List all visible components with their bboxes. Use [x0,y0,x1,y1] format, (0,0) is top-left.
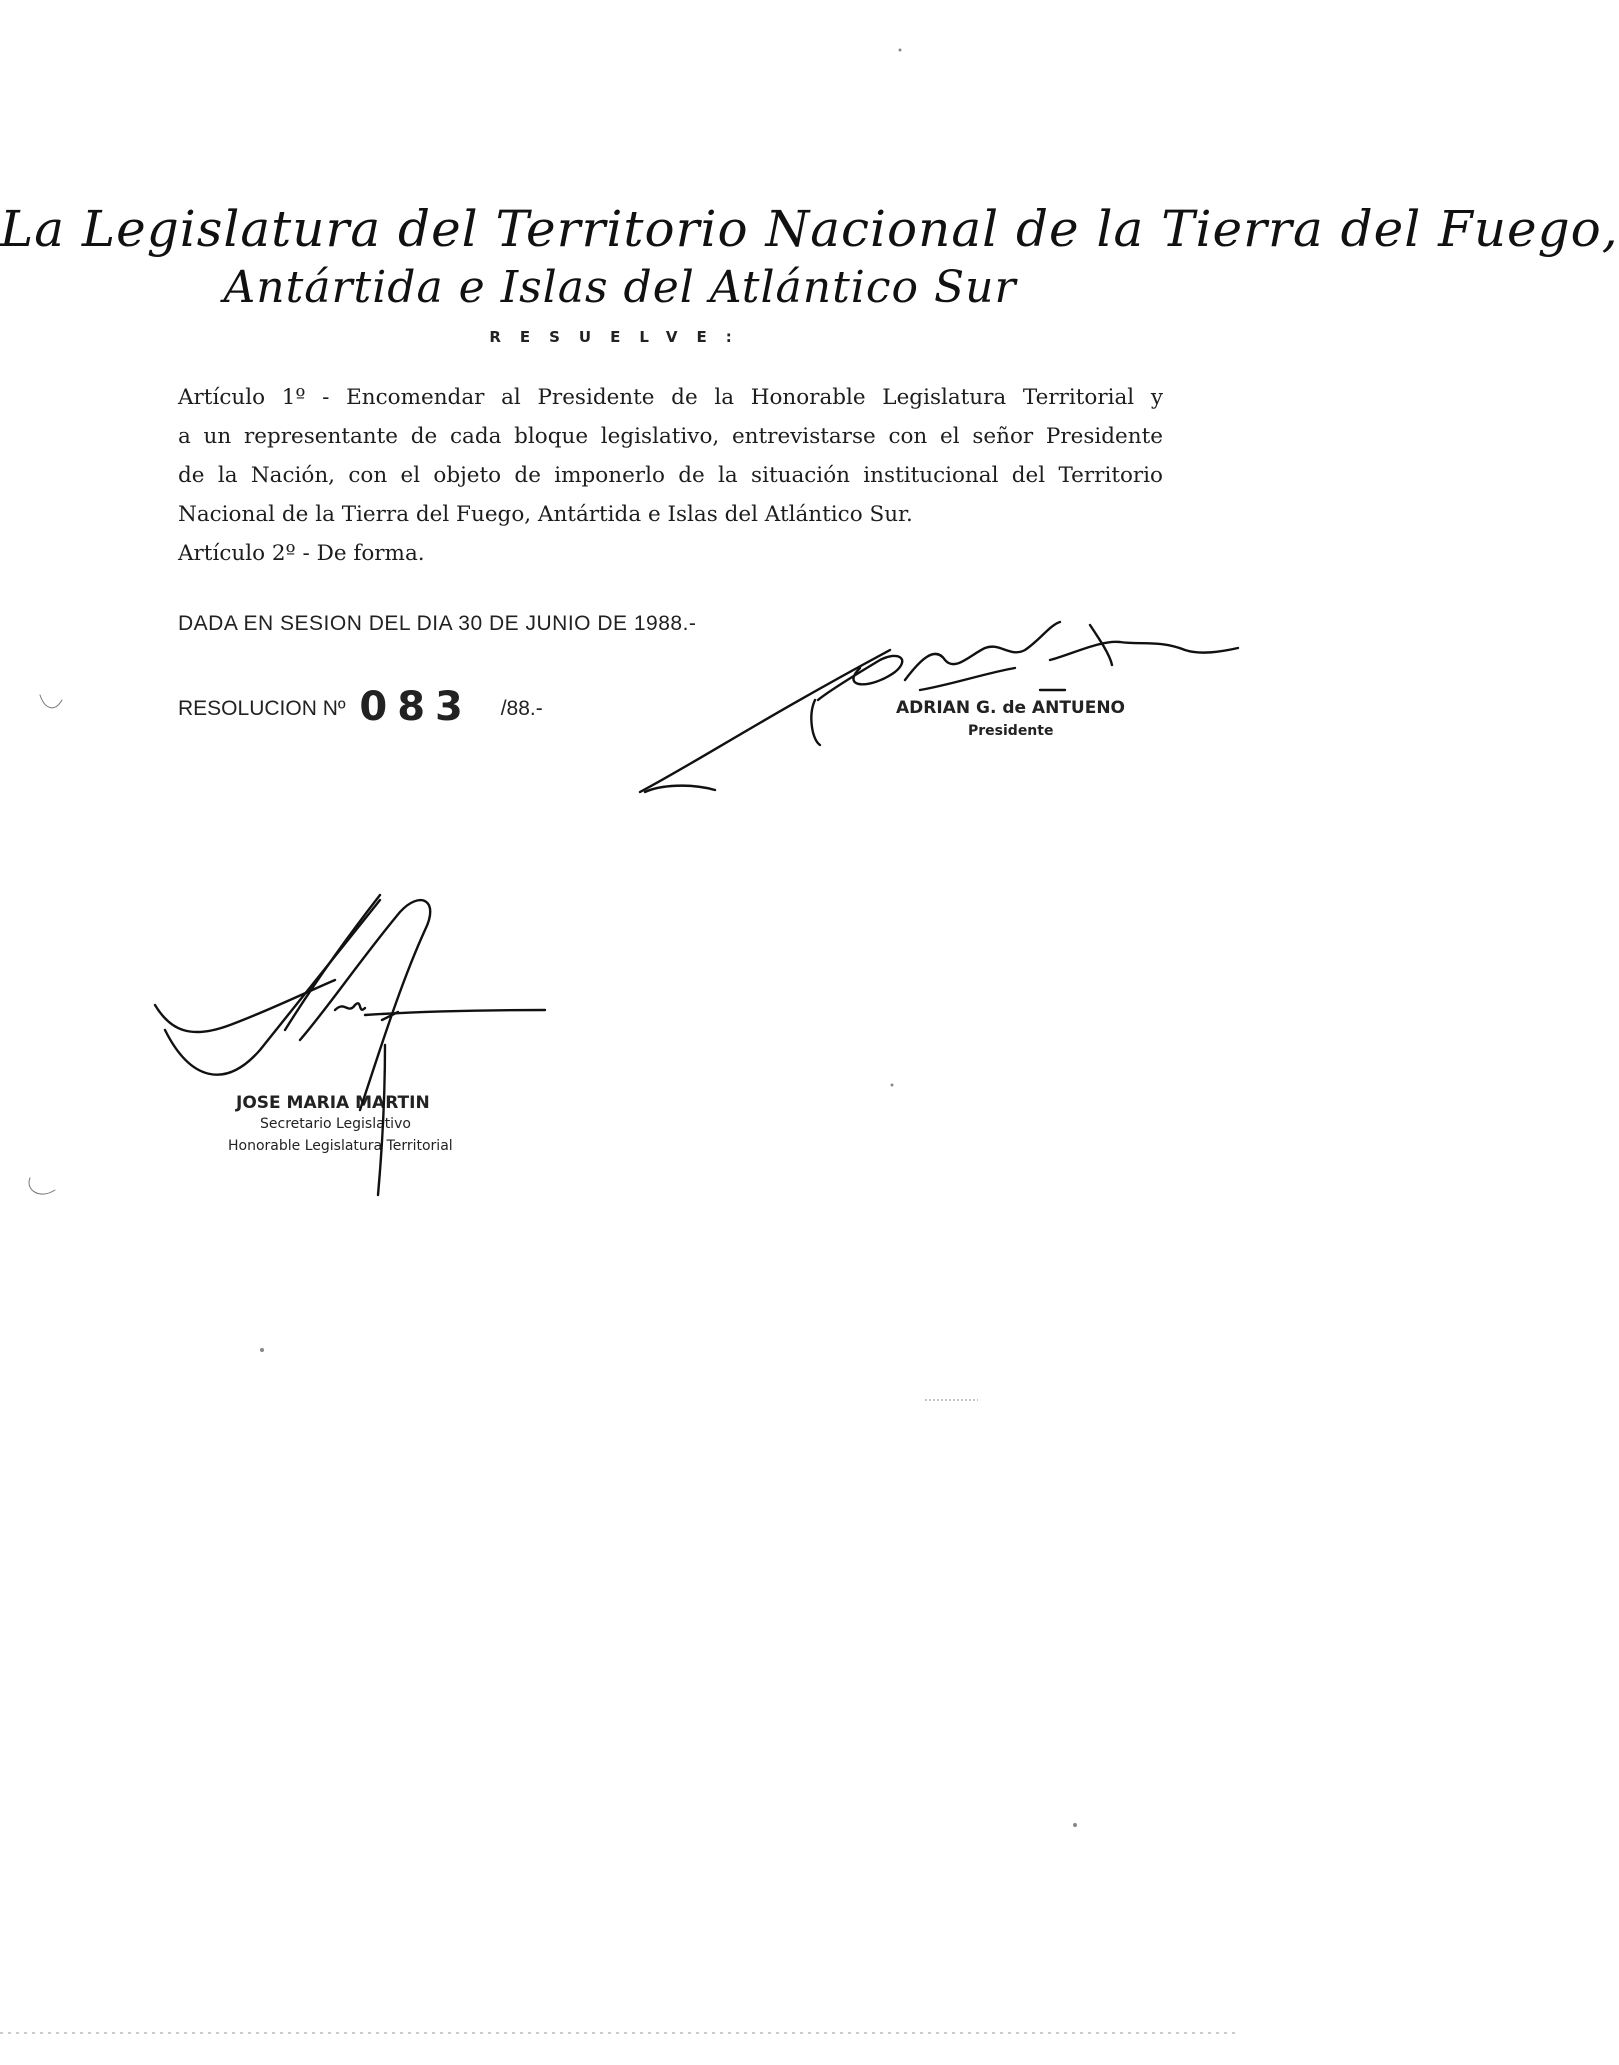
article-2-line: Artículo 2º - De forma. [178,541,425,566]
scan-speck [899,49,902,52]
article-2 [178,534,1163,573]
article-1 [178,378,1163,534]
president-name: ADRIAN G. de ANTUENO [896,698,1126,718]
president-title: Presidente [968,723,1054,739]
scan-speck [260,1348,264,1352]
article-1-line: de la Nación, con el objeto de imponerlo de la situación institucional del Territorio [178,463,1163,488]
resolution-number-line [178,684,543,730]
secretary-title: Secretario Legislativo [260,1116,411,1132]
secretary-institution: Honorable Legislatura Territorial [228,1138,453,1154]
resuelve-heading: RESUELVE: [489,328,751,346]
secretary-name: JOSE MARIA MARTIN [236,1093,430,1113]
scan-mark [40,695,62,708]
resolution-number: 083 [359,684,473,730]
letterhead-line-1: La Legislatura del Territorio Nacional de la Tierra del Fuego, [0,200,1619,258]
article-1-line: Artículo 1º - Encomendar al Presidente de la Honorable Legislatura Territorial y [178,385,1163,410]
scan-speck [1073,1823,1077,1827]
scan-speck [891,1084,894,1087]
scan-mark [29,1178,55,1194]
resolution-suffix: /88.- [500,697,543,720]
article-1-line: a un representante de cada bloque legislativo, entrevistarse con el señor Presidente [178,424,1163,449]
article-1-line: Nacional de la Tierra del Fuego, Antártida e Islas del Atlántico Sur. [178,502,913,527]
session-date: DADA EN SESION DEL DIA 30 DE JUNIO DE 1988.- [178,612,697,635]
letterhead-line-2: Antártida e Islas del Atlántico Sur [223,262,1017,313]
resolution-label: RESOLUCION Nº [178,697,346,720]
